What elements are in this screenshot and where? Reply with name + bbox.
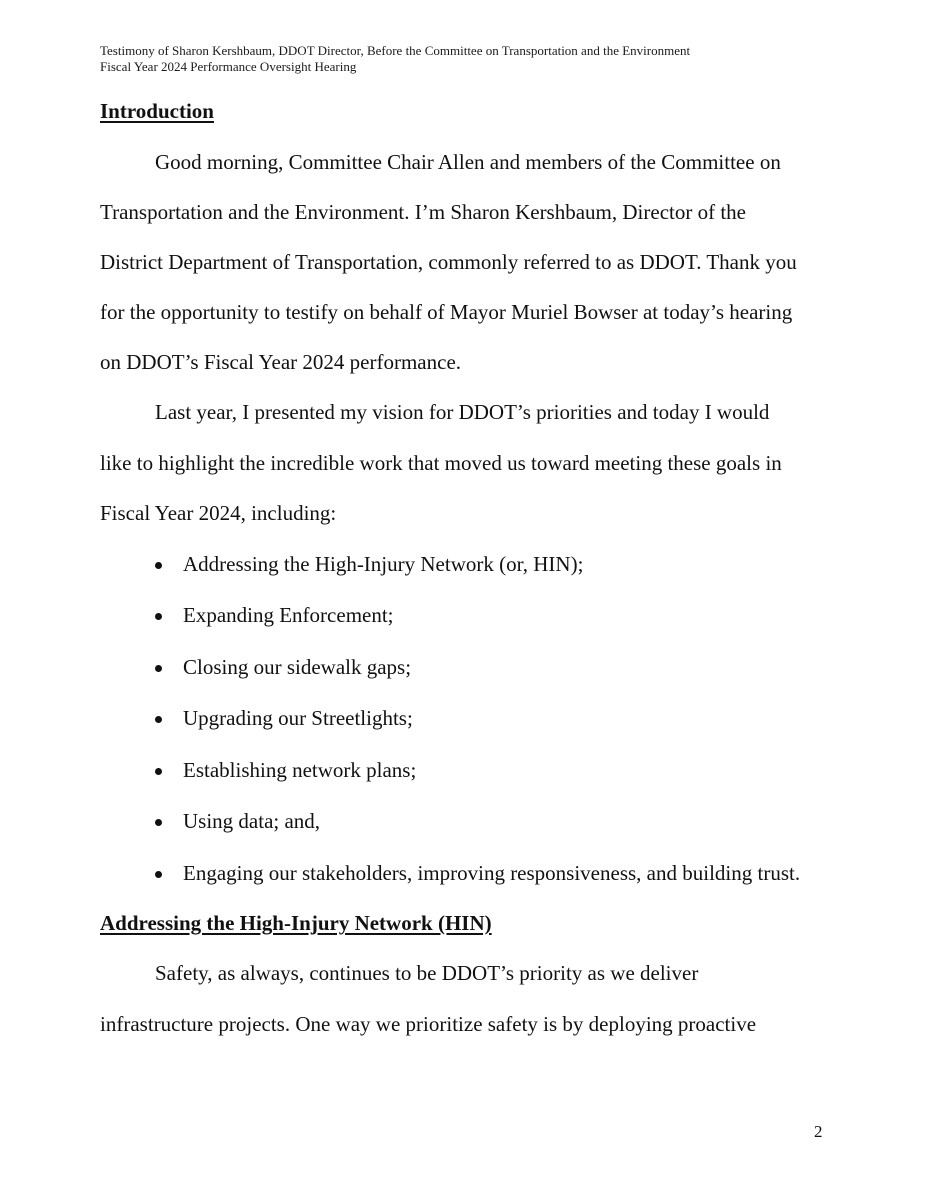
paragraph-line: Fiscal Year 2024, including: xyxy=(100,501,337,525)
list-item-text: Upgrading our Streetlights; xyxy=(183,706,413,730)
paragraph-line: on DDOT’s Fiscal Year 2024 performance. xyxy=(100,350,462,374)
bullet-icon xyxy=(155,716,162,723)
list-item-text: Addressing the High-Injury Network (or, HIN); xyxy=(183,552,584,576)
paragraph-line: Good morning, Committee Chair Allen and members of the Committee on xyxy=(155,150,781,174)
bullet-icon xyxy=(155,665,162,672)
list-item-text: Expanding Enforcement; xyxy=(183,603,394,627)
paragraph-line: Transportation and the Environment. I’m Sharon Kershbaum, Director of the xyxy=(100,200,746,224)
bullet-icon xyxy=(155,871,162,878)
list-item-text: Establishing network plans; xyxy=(183,758,417,782)
page-number: 2 xyxy=(814,1122,823,1141)
list-item-text: Using data; and, xyxy=(183,809,321,833)
section-heading-hin: Addressing the High-Injury Network (HIN) xyxy=(100,911,492,935)
paragraph-line: like to highlight the incredible work that moved us toward meeting these goals in xyxy=(100,451,782,475)
bullet-icon xyxy=(155,562,162,569)
list-item-text: Engaging our stakeholders, improving responsiveness, and building trust. xyxy=(183,861,801,885)
bullet-icon xyxy=(155,768,162,775)
paragraph-line: for the opportunity to testify on behalf of Mayor Muriel Bowser at today’s hearing xyxy=(100,300,793,324)
bullet-icon xyxy=(155,819,162,826)
list-item-text: Closing our sidewalk gaps; xyxy=(183,655,412,679)
section-heading-introduction: Introduction xyxy=(100,99,214,123)
paragraph-line: Safety, as always, continues to be DDOT’s priority as we deliver xyxy=(155,961,699,985)
running-header xyxy=(100,43,690,75)
header-line-1: Testimony of Sharon Kershbaum, DDOT Director, Before the Committee on Transportation and the Environment xyxy=(100,43,691,58)
header-line-2: Fiscal Year 2024 Performance Oversight Hearing xyxy=(100,59,357,74)
paragraph-line: Last year, I presented my vision for DDOT’s priorities and today I would xyxy=(155,400,770,424)
bullet-icon xyxy=(155,613,162,620)
paragraph-line: infrastructure projects. One way we prioritize safety is by deploying proactive xyxy=(100,1012,757,1036)
paragraph-line: District Department of Transportation, commonly referred to as DDOT. Thank you xyxy=(100,250,797,274)
